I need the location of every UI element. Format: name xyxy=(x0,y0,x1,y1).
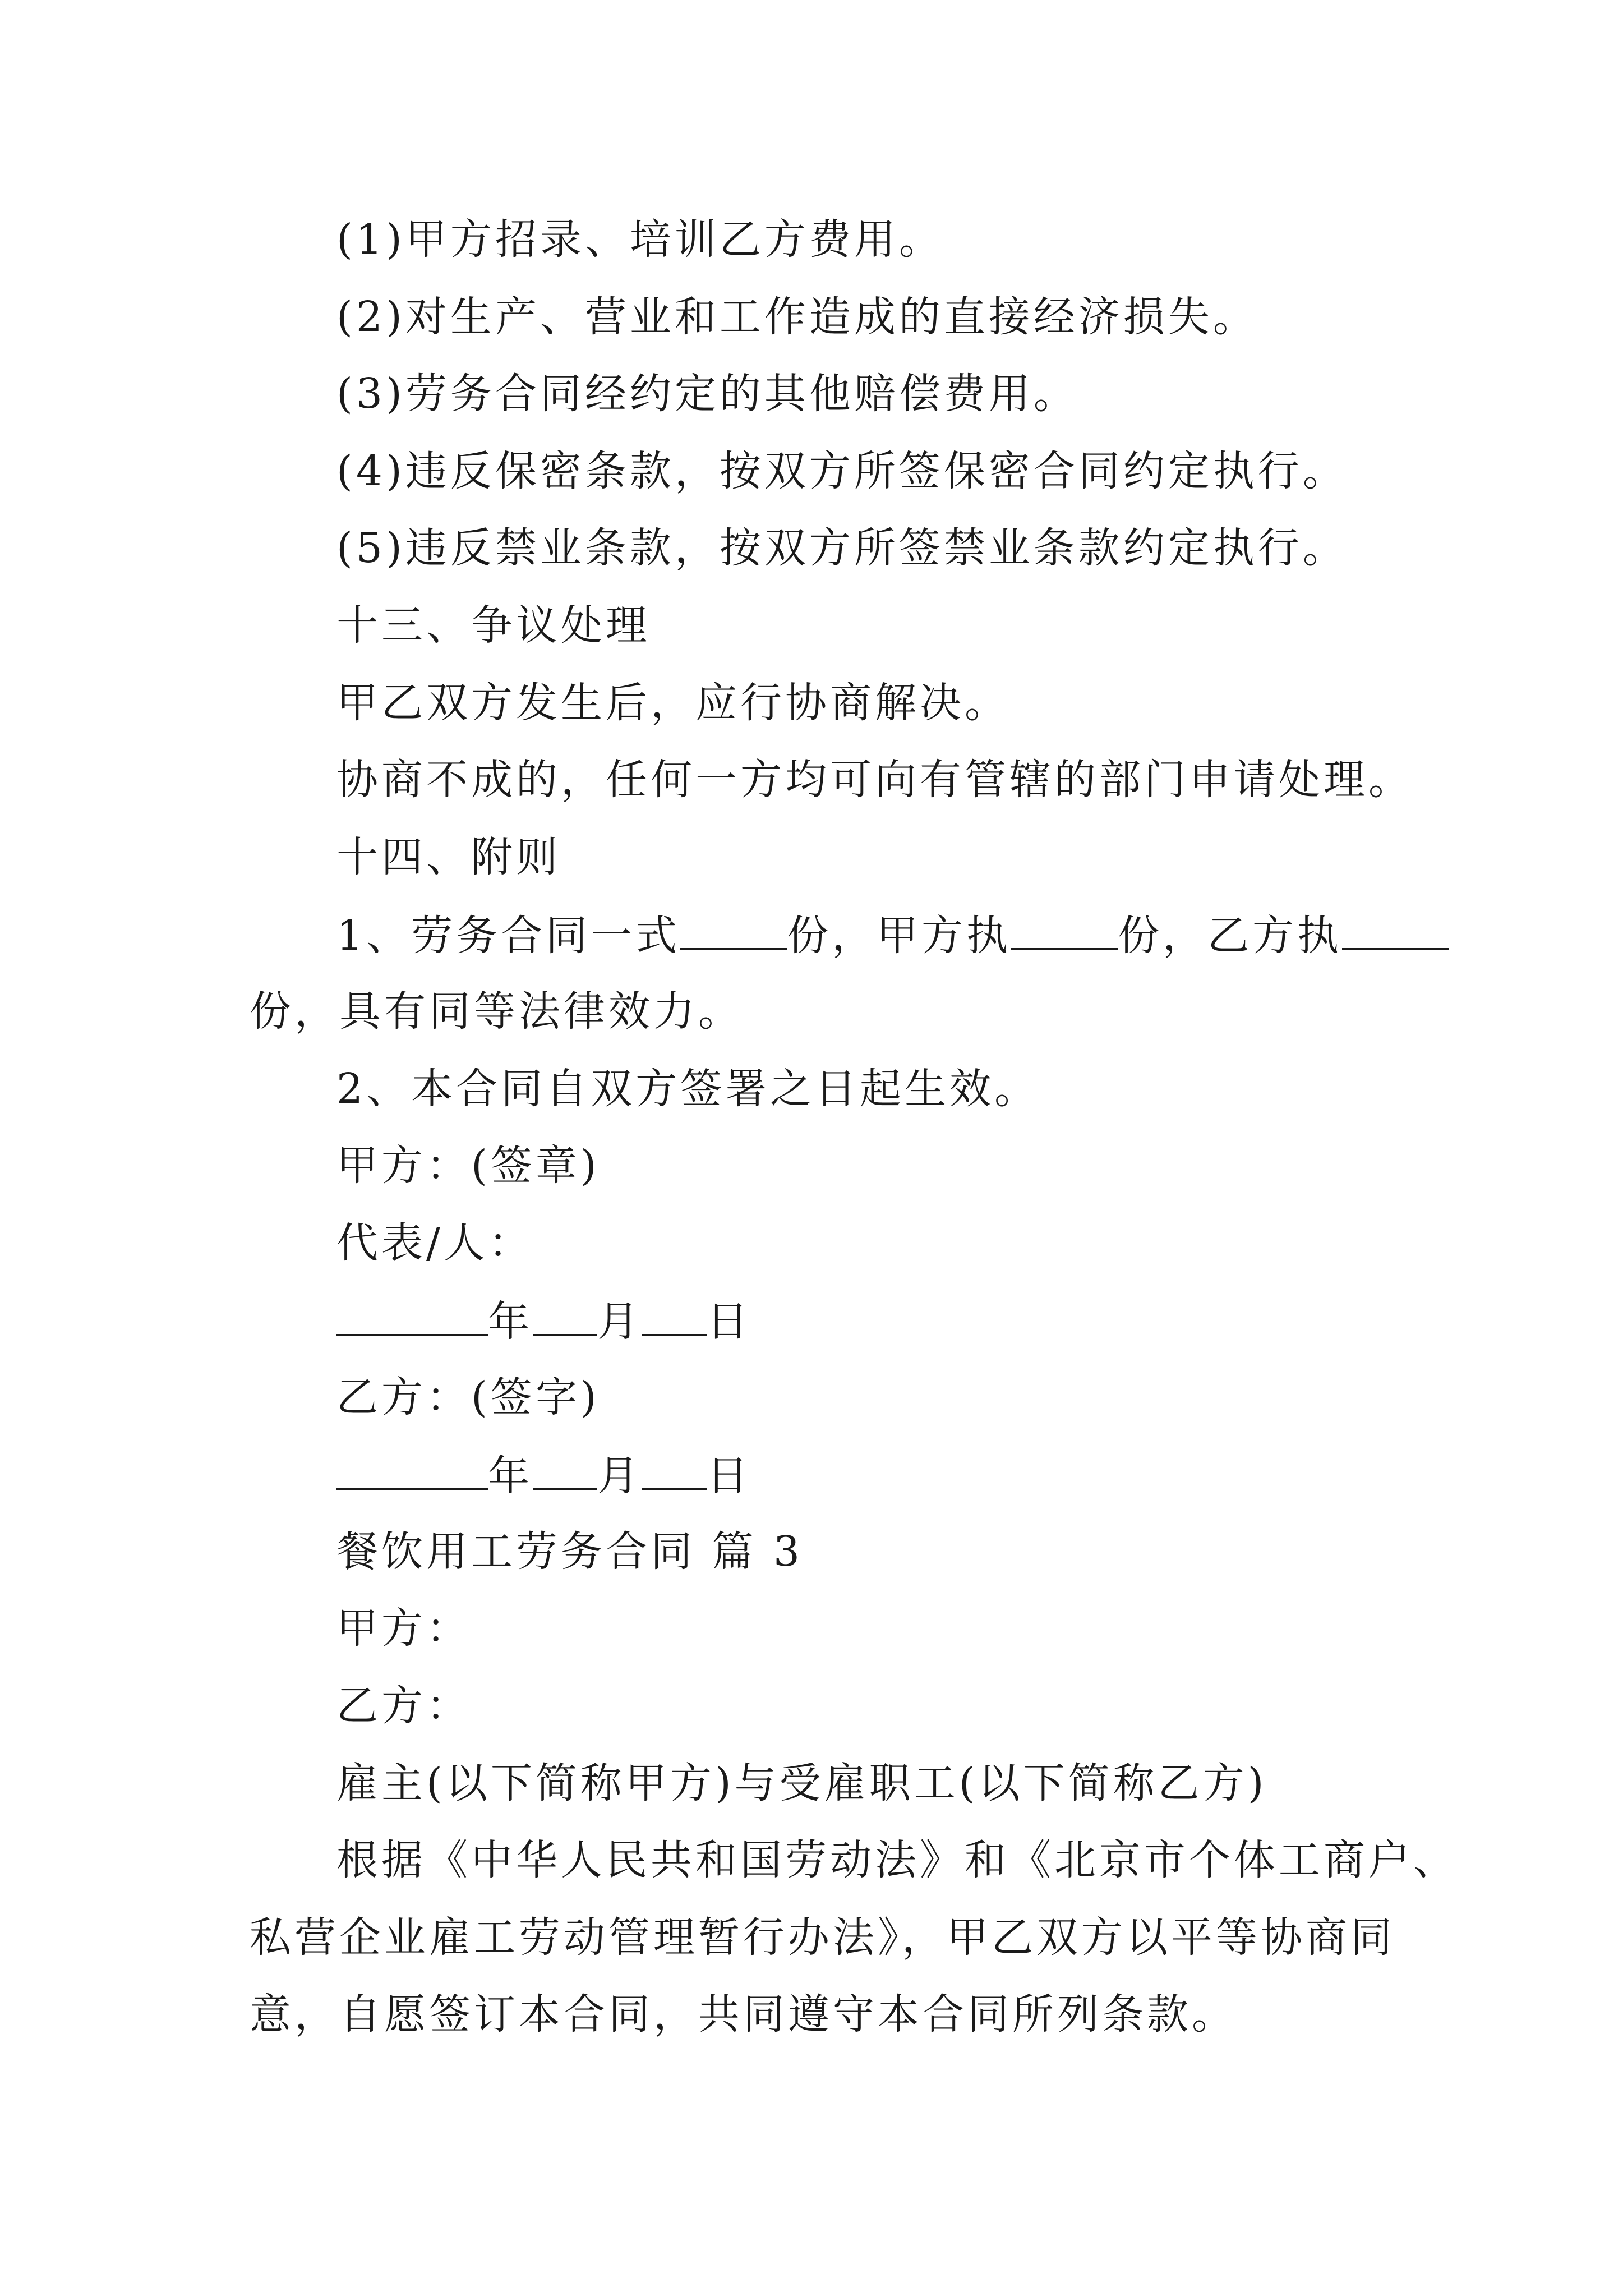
month-label: 月 xyxy=(597,1452,642,1500)
section-13-paragraph-1: 甲乙双方发生后，应行协商解决。 xyxy=(336,679,1009,727)
next-contract-basis-line-1: 根据《中华人民共和国劳动法》和《北京市个体工商户、 xyxy=(336,1836,1458,1884)
copies-party-b-blank xyxy=(1342,913,1449,950)
compensation-item-5: (5)违反禁业条款，按双方所签禁业条款约定执行。 xyxy=(336,524,1348,572)
month-blank xyxy=(533,1299,597,1336)
next-contract-basis-line-2: 私营企业雇工劳动管理暂行办法》，甲乙双方以平等协商同 xyxy=(250,1913,1395,1962)
year-label: 年 xyxy=(488,1452,533,1500)
section-14-heading: 十四、附则 xyxy=(336,833,561,881)
year-blank xyxy=(336,1299,488,1336)
day-blank xyxy=(642,1299,707,1336)
next-contract-basis-line-3: 意，自愿签订本合同，共同遵守本合同所列条款。 xyxy=(250,1990,1237,2039)
day-blank xyxy=(642,1453,707,1490)
section-14-item-1-line-1 xyxy=(336,912,1449,960)
year-label: 年 xyxy=(488,1297,533,1346)
compensation-item-1: (1)甲方招录、培训乙方费用。 xyxy=(336,215,944,264)
month-blank xyxy=(533,1453,597,1490)
next-contract-title: 餐饮用工劳务合同 篇 3 xyxy=(336,1527,804,1576)
next-contract-party-a: 甲方： xyxy=(336,1604,471,1653)
section-13-heading: 十三、争议处理 xyxy=(336,601,651,650)
section-14-item-2: 2、本合同自双方签署之日起生效。 xyxy=(336,1065,1040,1113)
party-a-signature: 甲方：(签章) xyxy=(336,1142,600,1190)
next-contract-intro: 雇主(以下简称甲方)与受雇职工(以下简称乙方) xyxy=(336,1759,1267,1807)
party-a-date-line xyxy=(336,1297,751,1346)
section-13-paragraph-2: 协商不成的，任何一方均可向有管辖的部门申请处理。 xyxy=(336,756,1413,804)
party-b-date-line xyxy=(336,1452,751,1500)
next-contract-party-b: 乙方： xyxy=(336,1682,471,1730)
representative-label: 代表/人： xyxy=(336,1219,533,1267)
compensation-item-2: (2)对生产、营业和工作造成的直接经济损失。 xyxy=(336,293,1258,341)
day-label: 日 xyxy=(707,1297,751,1346)
item-1-text-b: 份，甲方执 xyxy=(787,912,1012,960)
year-blank xyxy=(336,1453,488,1490)
copies-party-a-blank xyxy=(1011,913,1118,950)
item-1-text-c: 份，乙方执 xyxy=(1118,912,1343,960)
item-1-text-a: 1、劳务合同一式 xyxy=(336,912,681,960)
compensation-item-3: (3)劳务合同经约定的其他赔偿费用。 xyxy=(336,370,1078,418)
day-label: 日 xyxy=(707,1452,751,1500)
copies-total-blank xyxy=(680,913,787,950)
month-label: 月 xyxy=(597,1297,642,1346)
compensation-item-4: (4)违反保密条款，按双方所签保密合同约定执行。 xyxy=(336,447,1348,495)
party-b-signature: 乙方：(签字) xyxy=(336,1373,600,1421)
section-14-item-1-line-2: 份，具有同等法律效力。 xyxy=(250,987,743,1036)
